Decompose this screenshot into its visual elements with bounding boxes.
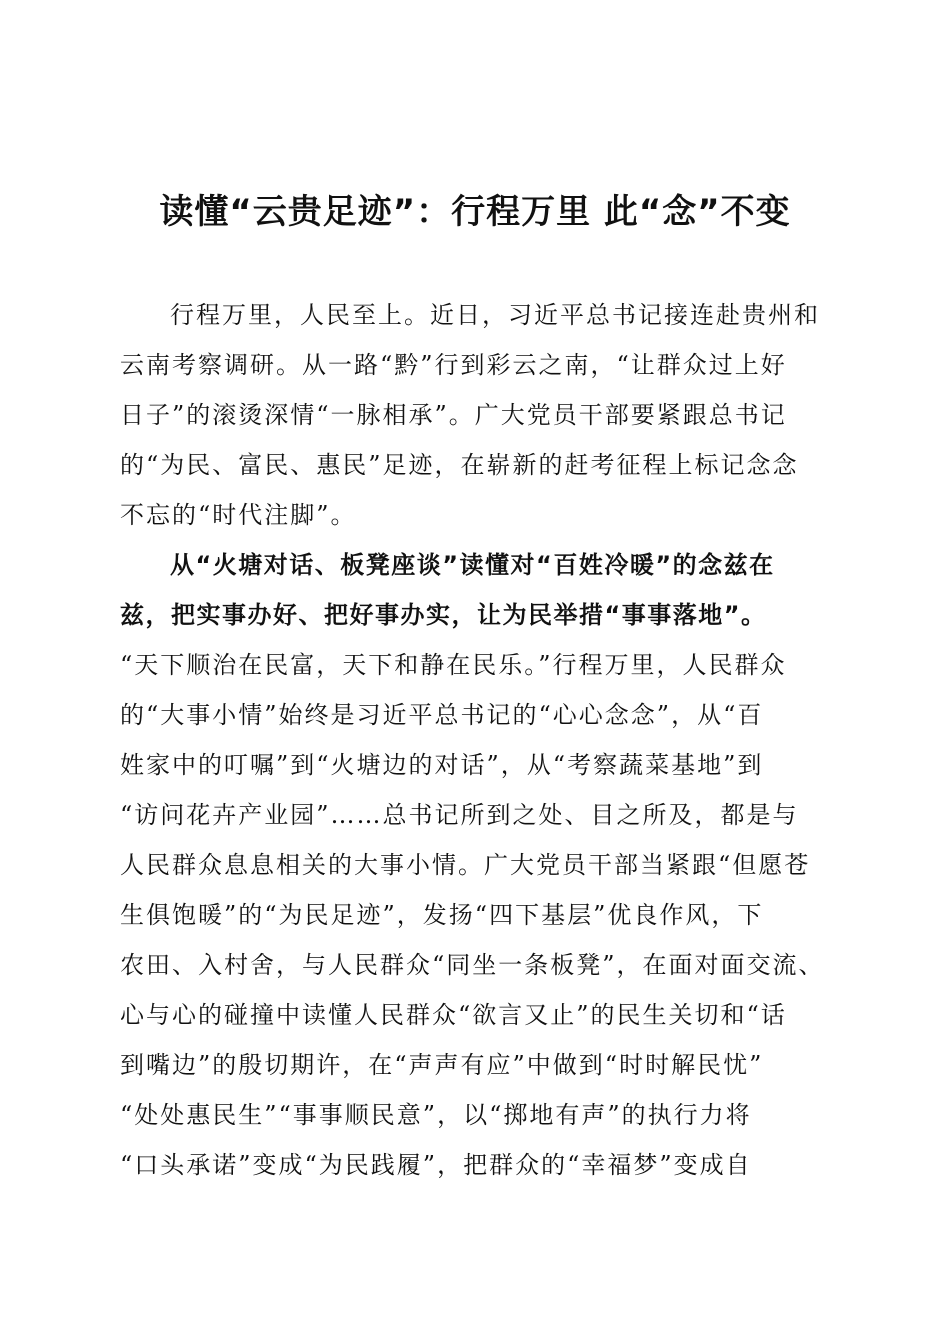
paragraph-1-line: 的“为民、富民、惠民”足迹，在崭新的赶考征程上标记念念 <box>120 451 799 479</box>
document-body <box>120 290 840 1190</box>
paragraph-1-line: 云南考察调研。从一路“黔”行到彩云之南，“让群众过上好 <box>120 351 787 379</box>
paragraph-2-line: 生俱饱暖”的“为民足迹”，发扬“四下基层”优良作风，下 <box>120 901 764 929</box>
paragraph-2-line: “口头承诺”变成“为民践履”，把群众的“幸福梦”变成自 <box>120 1151 752 1179</box>
paragraph-2-line: 农田、入村舍，与人民群众“同坐一条板凳”，在面对面交流、 <box>120 951 825 979</box>
paragraph-2-line: 的“大事小情”始终是习近平总书记的“心心念念”，从“百 <box>120 701 764 729</box>
paragraph-2-line: 姓家中的叮嘱”到“火塘边的对话”，从“考察蔬菜基地”到 <box>120 751 764 779</box>
document-title: 读懂“云贵足迹”：行程万里 此“念”不变 <box>159 192 791 232</box>
paragraph-2-heading-line: 从“火塘对话、板凳座谈”读懂对“百姓冷暖”的念兹在 <box>170 551 775 579</box>
paragraph-2-line: “访问花卉产业园”……总书记所到之处、目之所及，都是与 <box>120 801 799 829</box>
paragraph-1-line: 行程万里，人民至上。近日，习近平总书记接连赴贵州和 <box>170 301 820 329</box>
paragraph-2-line: 到嘴边”的殷切期许，在“声声有应”中做到“时时解民忧” <box>120 1051 764 1079</box>
paragraph-1-line: 日子”的滚烫深情“一脉相承”。广大党员干部要紧跟总书记 <box>120 401 787 429</box>
paragraph-2-heading-line: 兹，把实事办好、把好事办实，让为民举措“事事落地”。 <box>120 601 767 629</box>
paragraph-2-line: 人民群众息息相关的大事小情。广大党员干部当紧跟“但愿苍 <box>120 851 811 879</box>
paragraph-2-line: “天下顺治在民富，天下和静在民乐。”行程万里，人民群众 <box>120 651 787 679</box>
paragraph-1-line: 不忘的“时代注脚”。 <box>120 501 357 529</box>
paragraph-2-line: “处处惠民生”“事事顺民意”，以“掷地有声”的执行力将 <box>120 1101 752 1129</box>
paragraph-2-line: 心与心的碰撞中读懂人民群众“欲言又止”的民生关切和“话 <box>120 1001 787 1029</box>
